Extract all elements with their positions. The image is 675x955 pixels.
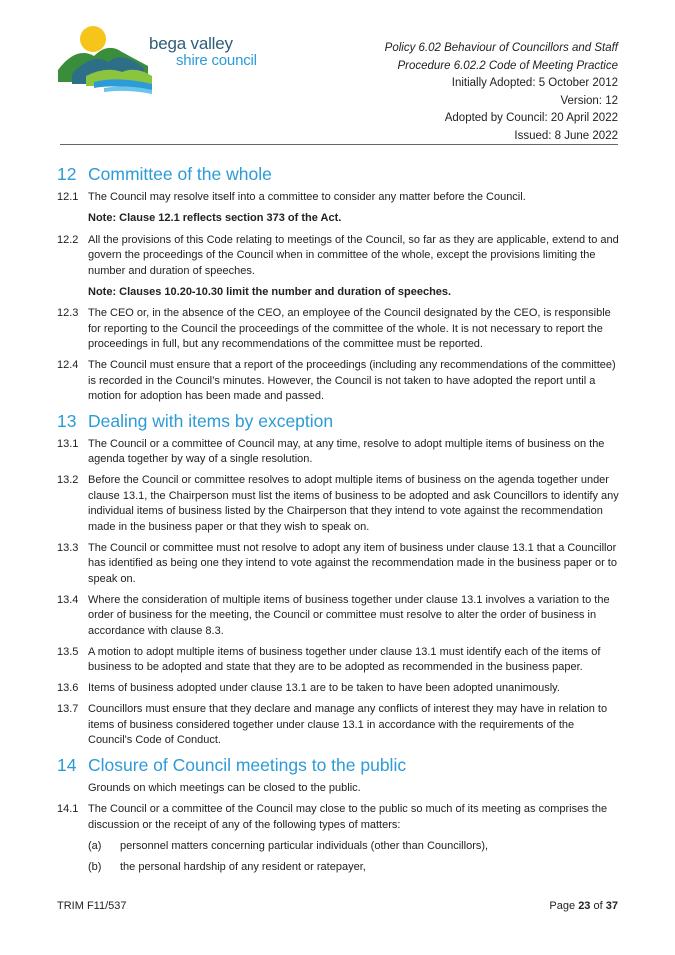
clause-12-1: [57, 190, 619, 206]
clause-number: 12.4: [57, 359, 79, 371]
clause-number: 13.7: [57, 703, 79, 715]
trim-reference: TRIM F11/537: [57, 900, 127, 912]
sub-item-a: [57, 839, 619, 855]
section-heading-13: [57, 411, 619, 432]
clause-text: Where the consideration of multiple items of business together under clause 13.1 involves a variation to the order of business for the meeting, the Council or committee must resolve to alter the order of business in accordance with clause 8.3.: [88, 593, 610, 637]
note-12-1: Note: Clause 12.1 reflects section 373 of the Act.: [88, 212, 342, 224]
sub-item-label: (a): [88, 839, 102, 852]
clause-number: 13.1: [57, 437, 79, 450]
clause-13-4: [57, 593, 619, 640]
clause-text: A motion to adopt multiple items of business together under clause 13.1 must identify each of the items of business to be adopted and state that they are to be adopted as recommended in the business paper.: [88, 645, 601, 673]
clause-text: All the provisions of this Code relating to meetings of the Council, so far as they are applicable, extend to and govern the proceedings of the Council when in committee of the whole, except the provisions limiting the number and duration of speeches.: [88, 233, 619, 277]
clause-13-7: [57, 702, 619, 749]
clause-text: Before the Council or committee resolves to adopt multiple items of business on the agenda together under clause 13.1, the Chairperson must list the items of business to be adopted and ask Councillors to identify any individual items of business listed by the Chairperson that they intend to vote against the recommendation made in the business paper or that they wish to speak on.: [88, 474, 619, 533]
section-14-intro: Grounds on which meetings can be closed to the public.: [88, 781, 361, 794]
sub-item-label: (b): [88, 861, 102, 873]
clause-13-2: [57, 473, 619, 535]
sub-item-text: personnel matters concerning particular individuals (other than Councillors),: [120, 839, 489, 852]
section-number: 14: [57, 754, 77, 775]
note-12-2: Note: Clauses 10.20-10.30 limit the number and duration of speeches.: [88, 285, 452, 298]
clause-number: 13.2: [57, 474, 79, 486]
adopted-by-council: Adopted by Council: 20 April 2022: [444, 112, 618, 124]
clause-number: 12.2: [57, 233, 79, 246]
landscape-logo-icon: [58, 22, 153, 98]
page-total: 37: [605, 900, 618, 912]
clause-text: The Council may resolve itself into a committee to consider any matter before the Council.: [88, 191, 526, 203]
clause-13-3: [57, 541, 619, 588]
document-body: [57, 158, 619, 882]
clause-14-1: [57, 802, 619, 833]
section-heading-12: [57, 164, 619, 185]
sub-item-text: the personal hardship of any resident or ratepayer,: [120, 861, 366, 873]
section-number: 13: [57, 410, 77, 431]
clause-13-6: [57, 681, 619, 697]
procedure-title: Procedure 6.02.2 Code of Meeting Practice: [397, 59, 618, 72]
logo-text-line2: shire council: [176, 52, 257, 69]
clause-number: 14.1: [57, 803, 79, 815]
clause-number: 12.1: [57, 191, 79, 203]
clause-number: 12.3: [57, 307, 79, 319]
clause-13-5: [57, 645, 619, 676]
page-of: of: [593, 900, 603, 912]
page-prefix: Page: [549, 900, 576, 912]
clause-number: 13.5: [57, 645, 79, 658]
clause-12-4: [57, 358, 619, 405]
page-current: 23: [578, 900, 591, 912]
clause-text: The Council must ensure that a report of the proceedings (including any recommendations of the committee) is recorded in the Council’s minutes. However, the Council is not taken to have adopted the report until a motion for adoption has been made and passed.: [88, 359, 616, 402]
document-header-info: [385, 40, 618, 145]
clause-13-1: [57, 437, 619, 468]
section-title: Dealing with items by exception: [88, 410, 334, 431]
clause-text: Councillors must ensure that they declare and manage any conflicts of interest they may have in relation to items of business considered together under clause 13.1 in accordance with the requirements of the Council's Code of Conduct.: [88, 703, 608, 746]
section-heading-14: [57, 755, 619, 776]
clause-text: The Council or a committee of the Council may close to the public so much of its meeting as comprises the discussion or the receipt of any of the following types of matters:: [88, 803, 608, 831]
section-title: Committee of the whole: [88, 164, 272, 184]
clause-text: Items of business adopted under clause 13.1 are to be taken to have been adopted unanimously.: [88, 682, 560, 694]
initially-adopted: Initially Adopted: 5 October 2012: [451, 77, 618, 89]
section-title: Closure of Council meetings to the public: [88, 754, 407, 775]
policy-title: Policy 6.02 Behaviour of Councillors and Staff: [384, 42, 618, 54]
clause-number: 13.3: [57, 541, 79, 554]
clause-12-3: [57, 306, 619, 353]
clause-number: 13.4: [57, 593, 79, 606]
page-number: [549, 900, 618, 912]
logo-text-line1: bega valley: [149, 34, 233, 53]
sub-item-b: [57, 860, 619, 876]
header-divider: [60, 144, 618, 145]
issued-date: Issued: 8 June 2022: [514, 129, 618, 142]
clause-text: The Council or a committee of Council may, at any time, resolve to adopt multiple items of business on the agenda together by way of a single resolution.: [88, 437, 605, 465]
clause-text: The CEO or, in the absence of the CEO, an employee of the Council designated by the CEO, is responsible for reporting to the Council the proceedings of the committee of the whole. It is not necessary to report the proceedings in full, but any recommendations of the committee must be reported.: [88, 307, 611, 350]
clause-12-2: [57, 233, 619, 280]
clause-number: 13.6: [57, 682, 79, 694]
clause-text: The Council or committee must not resolve to adopt any item of business under clause 13.1 that a Councillor has identified as being one they intend to vote against the recommendation made in the business paper or to speak on.: [88, 541, 617, 585]
council-logo: [58, 22, 288, 98]
version: Version: 12: [560, 94, 618, 107]
section-number: 12: [57, 164, 77, 184]
